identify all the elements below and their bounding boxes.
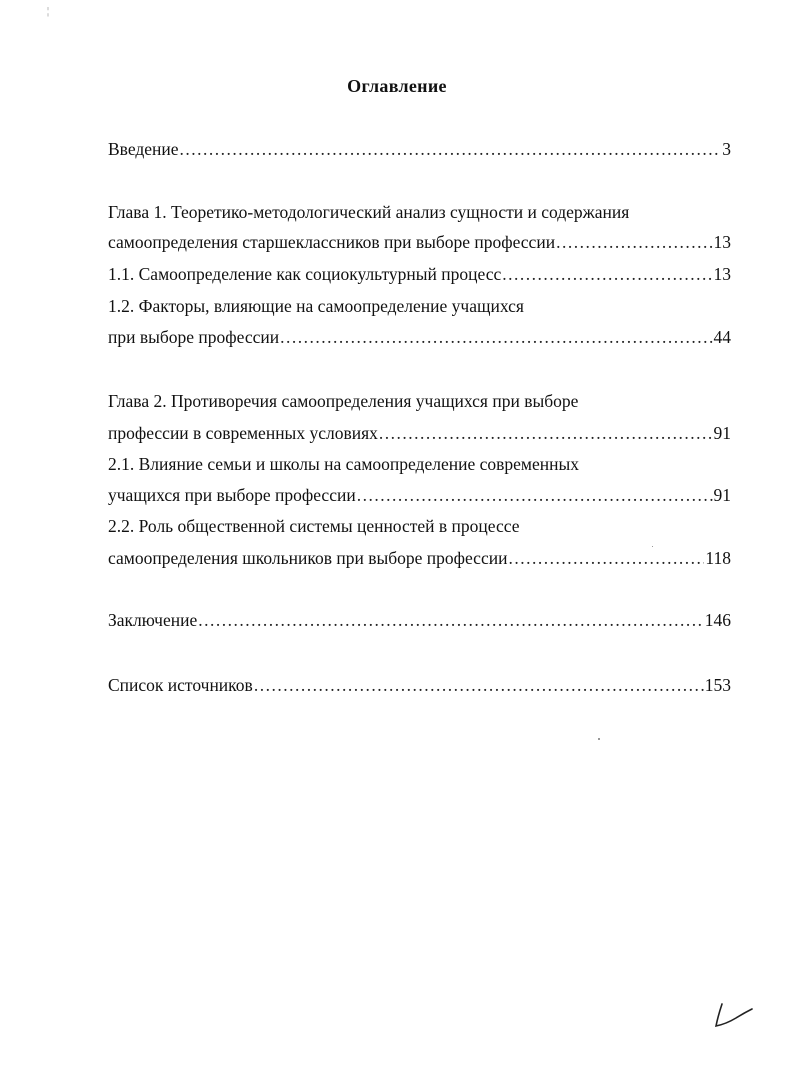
toc-entry-text: 2.2. Роль общественной системы ценностей в процессе (108, 516, 520, 536)
toc-page-number: 3 (722, 139, 731, 159)
toc-entry-section-2-1-cont[interactable] (108, 483, 731, 507)
toc-page-number: 13 (713, 264, 731, 284)
toc-entry-text: профессии в современных условиях (108, 423, 378, 443)
toc-entry-text: 1.2. Факторы, влияющие на самоопределение учащихся (108, 296, 524, 316)
toc-leader-dots (502, 262, 712, 286)
toc-entry-text: Список источников (108, 675, 253, 695)
toc-entry-references[interactable] (108, 673, 731, 697)
toc-entry-introduction[interactable] (108, 137, 731, 161)
toc-leader-dots (508, 546, 704, 570)
toc-entry-section-2-2[interactable] (108, 514, 731, 538)
toc-entry-section-2-2-cont[interactable] (108, 546, 731, 570)
scan-speck (598, 738, 600, 740)
toc-entry-conclusion[interactable] (108, 608, 731, 632)
toc-entry-chapter-1-cont[interactable] (108, 230, 731, 254)
toc-leader-dots (280, 325, 712, 349)
toc-entry-text: самоопределения старшеклассников при выборе профессии (108, 232, 556, 252)
toc-entry-text: Введение (108, 139, 179, 159)
toc-page-number: 153 (704, 675, 731, 695)
toc-entry-text: учащихся при выборе профессии (108, 485, 356, 505)
toc-entry-text: самоопределения школьников при выборе профессии (108, 548, 508, 568)
toc-leader-dots (180, 137, 722, 161)
toc-entry-section-1-2[interactable] (108, 294, 731, 318)
toc-entry-text: 1.1. Самоопределение как социокультурный процесс (108, 264, 502, 284)
toc-entry-text: Заключение (108, 610, 198, 630)
toc-entry-text: при выборе профессии (108, 327, 280, 347)
scan-mark: ¦ (47, 6, 50, 17)
page-title: Оглавление (347, 76, 447, 96)
toc-page-number: 44 (713, 327, 731, 347)
toc-entry-text: Глава 1. Теоретико-методологический анализ сущности и содержания (108, 202, 630, 222)
toc-entry-chapter-1[interactable] (108, 200, 731, 224)
toc-page-number: 146 (704, 610, 731, 630)
scan-speck (652, 546, 653, 547)
toc-page-number: 91 (713, 423, 731, 443)
toc-leader-dots (254, 673, 704, 697)
toc-entry-section-2-1[interactable] (108, 452, 731, 476)
toc-leader-dots (379, 421, 713, 445)
toc-leader-dots (357, 483, 713, 507)
toc-entry-section-1-2-cont[interactable] (108, 325, 731, 349)
handwritten-mark (712, 1000, 756, 1030)
toc-entry-text: Глава 2. Противоречия самоопределения учащихся при выборе (108, 391, 579, 411)
toc-leader-dots (198, 608, 704, 632)
toc-page-number: 91 (713, 485, 731, 505)
toc-leader-dots (556, 230, 712, 254)
toc-entry-section-1-1[interactable] (108, 262, 731, 286)
toc-entry-text: 2.1. Влияние семьи и школы на самоопределение современных (108, 454, 579, 474)
toc-entry-chapter-2-cont[interactable] (108, 421, 731, 445)
toc-entry-chapter-2[interactable] (108, 389, 731, 413)
toc-page-number: 13 (713, 232, 731, 252)
toc-page-number: 118 (705, 548, 731, 568)
